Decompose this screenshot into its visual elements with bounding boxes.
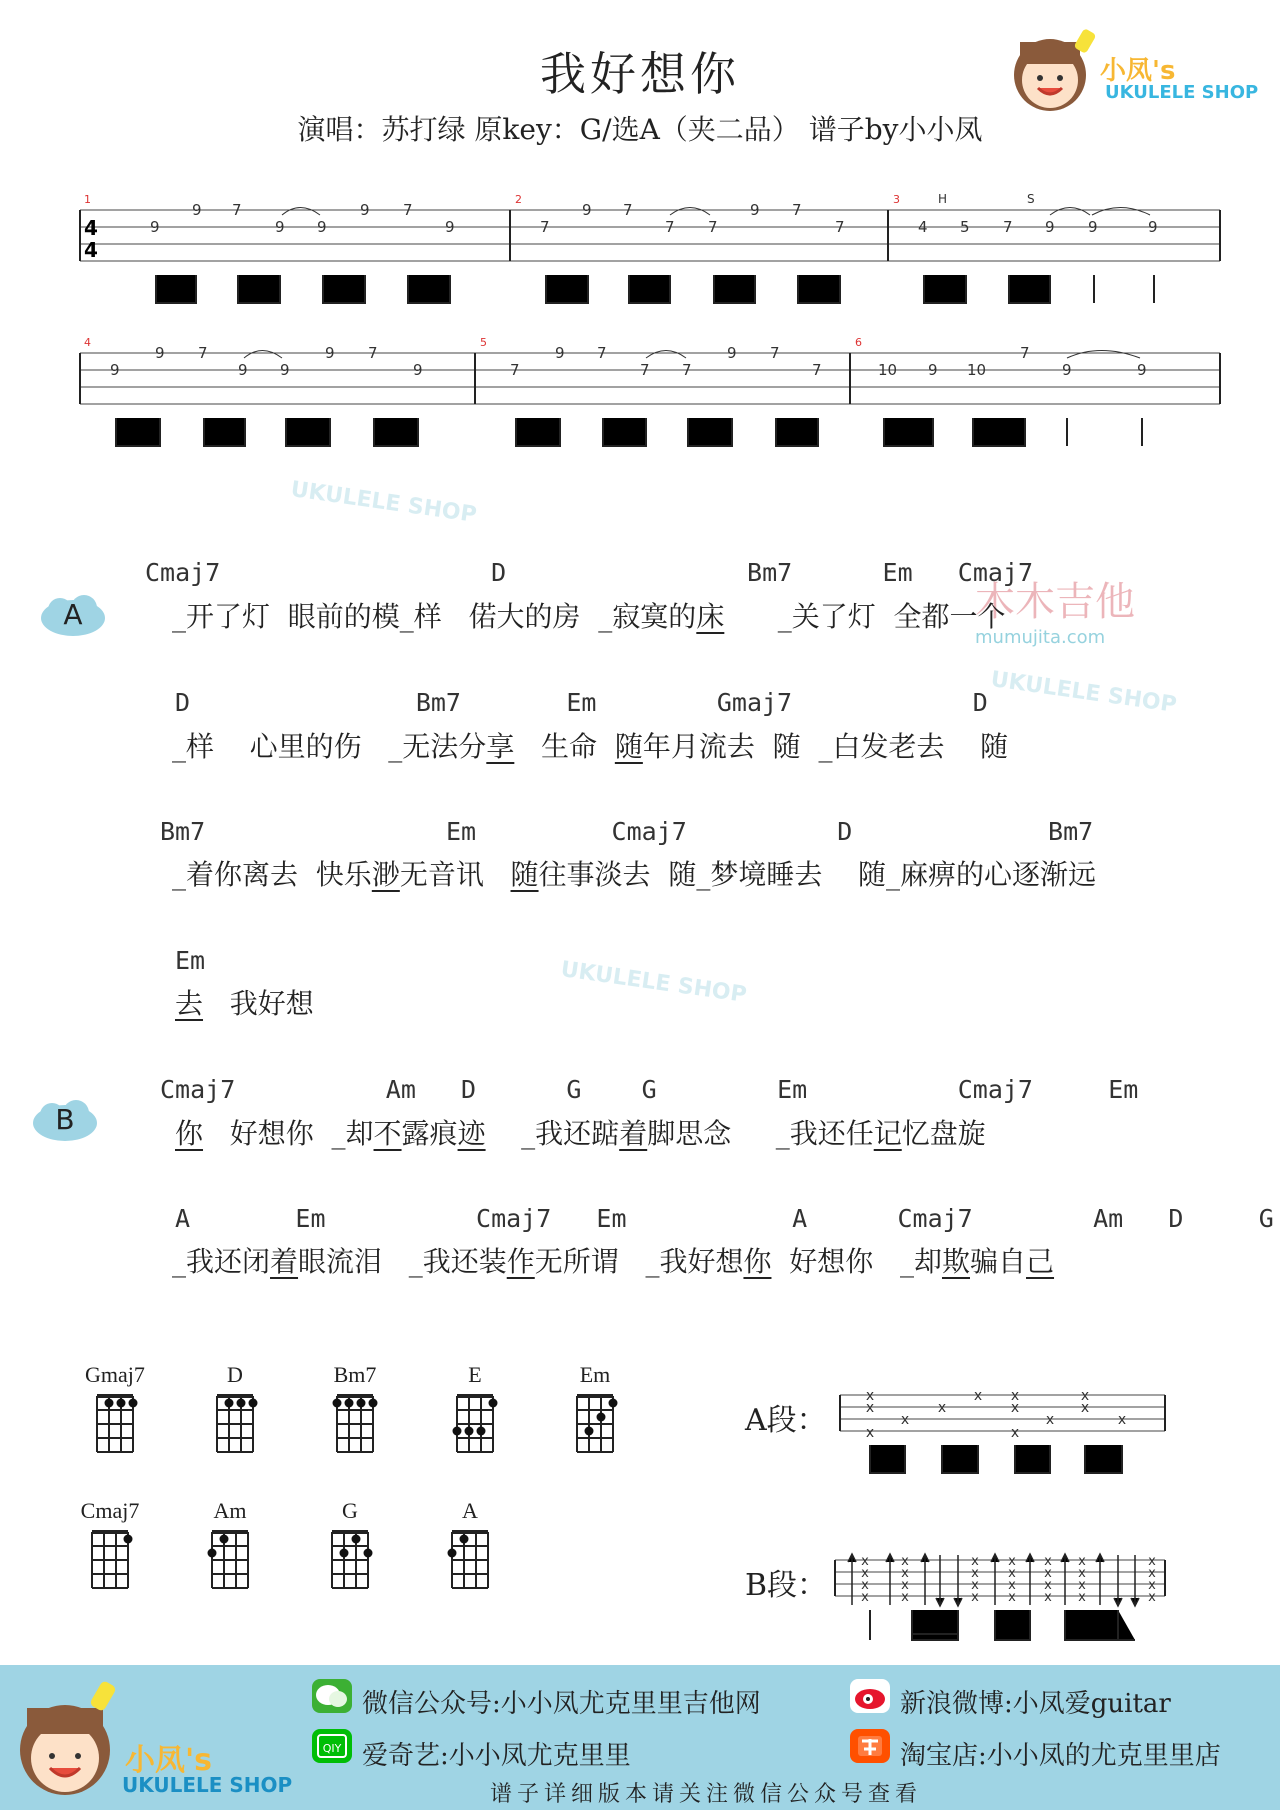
lyric-segment: 床 [696, 600, 725, 633]
svg-text:x: x [901, 1554, 909, 1569]
svg-text:9: 9 [275, 218, 285, 236]
svg-text:x: x [1044, 1578, 1052, 1593]
fretboard-grid [195, 1388, 275, 1460]
svg-text:x: x [1117, 1412, 1127, 1428]
svg-text:7: 7 [708, 218, 718, 236]
iqiyi-icon [312, 1729, 352, 1763]
fretboard-grid [310, 1524, 390, 1596]
lyric-row [172, 853, 1096, 893]
measure-number: 2 [515, 193, 522, 206]
finger-dot [225, 1399, 234, 1408]
measure-number: 6 [855, 336, 862, 349]
chord-name: Cmaj7 [80, 1498, 140, 1523]
chord-name: Am [213, 1498, 247, 1523]
pattern-a-label: A段： [745, 1403, 827, 1438]
rhythm-stems [116, 418, 1142, 446]
lyric-segment: _开了灯 眼前的模_样 偌大的房 _寂寞的 [172, 600, 697, 633]
lyric-segment: 年月流去 随 _白发老去 随 [642, 730, 1009, 763]
lyric-row [175, 1112, 986, 1152]
finger-dot [453, 1427, 462, 1436]
finger-dot [345, 1399, 354, 1408]
svg-text:9: 9 [413, 361, 423, 379]
chord-name: E [468, 1362, 482, 1387]
strum-pattern-a [830, 1375, 1170, 1485]
tab-line-2 [80, 336, 1220, 446]
svg-text:7: 7 [403, 201, 413, 219]
lyric-row [172, 1240, 1054, 1280]
svg-text:9: 9 [150, 218, 160, 236]
svg-text:x: x [1008, 1590, 1016, 1605]
weibo-icon [850, 1679, 890, 1713]
watermark-shop: UKULELE SHOP [559, 957, 749, 1008]
svg-text:x: x [1078, 1554, 1086, 1569]
svg-text:x: x [1010, 1388, 1020, 1404]
chord-name: G [342, 1498, 358, 1523]
girl-mascot-icon [5, 1670, 125, 1810]
measure-number: 5 [480, 336, 487, 349]
footer-logo-text-secondary: UKULELE SHOP [122, 1773, 293, 1797]
svg-text:x: x [1078, 1590, 1086, 1605]
svg-text:x: x [1078, 1566, 1086, 1581]
svg-text:7: 7 [665, 218, 675, 236]
svg-text:7: 7 [770, 344, 780, 362]
tab-notes [150, 192, 1158, 236]
chord-name: Em [579, 1362, 611, 1387]
svg-text:9: 9 [360, 201, 370, 219]
measure-number: 4 [84, 336, 91, 349]
tab-notes [110, 344, 1147, 379]
svg-text:S: S [1027, 192, 1035, 206]
lyric-segment: 去 [175, 987, 204, 1020]
pattern-b-label: B段： [745, 1568, 828, 1603]
measure-number: 1 [84, 193, 91, 206]
svg-text:x: x [1148, 1578, 1156, 1593]
fretboard-grid [435, 1388, 515, 1460]
svg-text:x: x [901, 1590, 909, 1605]
svg-text:9: 9 [1137, 361, 1147, 379]
svg-text:10: 10 [967, 361, 987, 379]
section-b-label: B [55, 1103, 75, 1136]
svg-text:7: 7 [835, 218, 845, 236]
svg-text:x: x [971, 1566, 979, 1581]
song-title: 我好想你 [540, 47, 740, 101]
fretboard-grid [315, 1388, 395, 1460]
finger-dot [477, 1427, 486, 1436]
svg-text:9: 9 [317, 218, 327, 236]
logo-text-secondary: UKULELE SHOP [1105, 82, 1259, 103]
svg-text:x: x [1080, 1400, 1090, 1416]
lyric-segment: 骗自 [970, 1245, 1027, 1278]
svg-text:x: x [900, 1412, 910, 1428]
chord-name: Gmaj7 [85, 1362, 145, 1387]
chord-diagram [70, 1498, 150, 1600]
finger-dot [460, 1535, 469, 1544]
svg-text:7: 7 [510, 361, 520, 379]
finger-dot [129, 1399, 138, 1408]
finger-dot [117, 1399, 126, 1408]
lyric-row [172, 725, 1008, 765]
svg-text:x: x [861, 1590, 869, 1605]
svg-text:x: x [901, 1578, 909, 1593]
lyric-segment: 欺 [941, 1245, 970, 1278]
svg-text:7: 7 [1003, 218, 1013, 236]
chord-diagram [195, 1362, 275, 1464]
finger-dot [585, 1427, 594, 1436]
wechat-account: 微信公众号:小小凤尤克里里吉他网 [362, 1689, 761, 1719]
watermark-shop: UKULELE SHOP [989, 667, 1179, 718]
strum-stems [870, 1445, 1122, 1473]
lyric-segment: 迹 [457, 1117, 486, 1150]
taobao-icon [850, 1729, 890, 1763]
chord-name: A [462, 1498, 478, 1523]
svg-text:x: x [1148, 1590, 1156, 1605]
svg-text:x: x [865, 1425, 875, 1441]
section-b-badge [30, 1095, 100, 1145]
svg-text:9: 9 [155, 344, 165, 362]
svg-text:9: 9 [445, 218, 455, 236]
svg-text:9: 9 [555, 344, 565, 362]
fretboard-grid [430, 1524, 510, 1596]
chord-diagram [555, 1362, 635, 1464]
svg-text:9: 9 [727, 344, 737, 362]
svg-text:10: 10 [878, 361, 898, 379]
lyric-segment: 我好想 [203, 987, 314, 1020]
lyric-segment: _关了灯 全都一个 [724, 600, 1006, 633]
svg-text:x: x [865, 1388, 875, 1404]
svg-text:x: x [1010, 1425, 1020, 1441]
chord-diagram [435, 1362, 515, 1464]
svg-text:9: 9 [325, 344, 335, 362]
watermark-shop: UKULELE SHOP [289, 477, 479, 528]
chord-name: Bm7 [333, 1362, 377, 1387]
svg-text:x: x [861, 1578, 869, 1593]
svg-text:x: x [973, 1388, 983, 1404]
song-subtitle: 演唱：苏打绿 原key：G/选A（夹二品） 谱子by小小凤 [297, 113, 983, 146]
finger-dot [448, 1549, 457, 1558]
svg-text:9: 9 [238, 361, 248, 379]
svg-text:x: x [1044, 1554, 1052, 1569]
lyric-segment: 你 [743, 1245, 772, 1278]
lyric-segment: 好想你 _却 [203, 1117, 374, 1150]
lyric-segment: 渺 [371, 858, 400, 891]
svg-text:x: x [1078, 1578, 1086, 1593]
taobao-account: 淘宝店:小小凤的尤克里里店 [900, 1741, 1221, 1771]
fretboard-grid [555, 1388, 635, 1460]
lyric-segment: 作 [506, 1245, 535, 1278]
strum-stems [870, 1610, 1135, 1640]
lyric-row [172, 595, 1006, 635]
footer-logo-text-primary: 小凤's [125, 1743, 213, 1778]
lyric-segment: 随 [510, 858, 539, 891]
shop-logo [1000, 20, 1270, 120]
svg-text:7: 7 [597, 344, 607, 362]
finger-dot [489, 1399, 498, 1408]
finger-dot [208, 1549, 217, 1558]
lyric-segment: 己 [1026, 1245, 1055, 1278]
lyric-segment: 生命 [514, 730, 615, 763]
svg-text:QIY: QIY [322, 1742, 342, 1755]
fretboard-grid [70, 1524, 150, 1596]
svg-text:7: 7 [623, 201, 633, 219]
svg-text:9: 9 [280, 361, 290, 379]
site-watermark-url: mumujita.com [975, 627, 1106, 648]
lyric-segment: 无所谓 _我好想 [534, 1245, 744, 1278]
strum-marks [866, 1388, 1126, 1441]
svg-text:9: 9 [928, 361, 938, 379]
lyric-segment: _着你离去 快乐 [172, 858, 372, 891]
svg-text:9: 9 [750, 201, 760, 219]
finger-dot [352, 1535, 361, 1544]
svg-text:x: x [1008, 1554, 1016, 1569]
lyric-segment: _我还闭 [172, 1245, 271, 1278]
finger-dot [249, 1399, 258, 1408]
svg-text:x: x [1148, 1554, 1156, 1569]
lyric-segment: _我还踮 [485, 1117, 620, 1150]
footer-logo [0, 1665, 300, 1810]
chord-row: Em [175, 946, 206, 975]
lyric-segment: 脚思念 _我还任 [647, 1117, 874, 1150]
weibo-account: 新浪微博:小凤爱guitar [900, 1689, 1171, 1719]
lyric-segment: 好想你 _却 [771, 1245, 942, 1278]
svg-text:7: 7 [198, 344, 208, 362]
svg-text:x: x [861, 1566, 869, 1581]
svg-text:9: 9 [1148, 218, 1158, 236]
svg-text:x: x [1044, 1590, 1052, 1605]
chord-row: Cmaj7 D Bm7 Em Cmaj7 [145, 558, 1034, 587]
finger-dot [609, 1399, 618, 1408]
svg-text:7: 7 [792, 201, 802, 219]
logo-text-primary: 小凤's [1100, 56, 1176, 86]
measure-number: 3 [893, 193, 900, 206]
finger-dot [340, 1549, 349, 1558]
svg-text:x: x [1044, 1566, 1052, 1581]
lyric-row [175, 982, 314, 1022]
finger-dot [237, 1399, 246, 1408]
finger-dot [333, 1399, 342, 1408]
lyric-segment: 随 [614, 730, 643, 763]
svg-text:7: 7 [232, 201, 242, 219]
finger-dot [124, 1535, 133, 1544]
site-watermark-name: 木木吉他 [975, 579, 1135, 625]
chord-diagram [430, 1498, 510, 1600]
svg-text:9: 9 [1045, 218, 1055, 236]
chord-row: D Bm7 Em Gmaj7 D [175, 688, 988, 717]
finger-dot [364, 1549, 373, 1558]
chord-diagram [315, 1362, 395, 1464]
strum-pattern-b [830, 1540, 1170, 1650]
chord-diagram [75, 1362, 155, 1464]
lyric-segment: 不 [373, 1117, 402, 1150]
lyric-segment: 往事淡去 随_梦境睡去 随_麻痹的心逐渐远 [538, 858, 1096, 891]
svg-text:x: x [971, 1554, 979, 1569]
lyric-segment: 露痕 [401, 1117, 458, 1150]
svg-text:7: 7 [682, 361, 692, 379]
svg-text:x: x [937, 1400, 947, 1416]
section-a-label: A [63, 598, 83, 631]
svg-text:x: x [861, 1554, 869, 1569]
lyric-segment: 享 [486, 730, 515, 763]
section-a-badge [38, 590, 108, 640]
chord-diagram [310, 1498, 390, 1600]
tab-line-1 [80, 192, 1220, 303]
svg-text:7: 7 [640, 361, 650, 379]
svg-text:x: x [971, 1578, 979, 1593]
chord-name: D [227, 1362, 243, 1387]
svg-text:5: 5 [960, 218, 970, 236]
svg-text:x: x [865, 1400, 875, 1416]
svg-text:x: x [1080, 1388, 1090, 1404]
svg-text:x: x [1045, 1412, 1055, 1428]
strum-arrows [848, 1554, 1139, 1606]
finger-dot [357, 1399, 366, 1408]
strum-marks [861, 1554, 1156, 1605]
chord-row: Bm7 Em Cmaj7 D Bm7 [160, 817, 1094, 846]
finger-dot [369, 1399, 378, 1408]
svg-text:9: 9 [110, 361, 120, 379]
lyric-segment: 着 [619, 1117, 648, 1150]
lyric-segment: 忆盘旋 [901, 1117, 986, 1150]
lyric-segment: 记 [873, 1117, 902, 1150]
fretboard-grid [75, 1388, 155, 1460]
fretboard-grid [190, 1524, 270, 1596]
svg-text:x: x [1008, 1566, 1016, 1581]
svg-text:x: x [1008, 1578, 1016, 1593]
lyric-segment: 无音讯 [399, 858, 511, 891]
svg-text:4: 4 [918, 218, 928, 236]
svg-text:x: x [901, 1566, 909, 1581]
wechat-icon [312, 1679, 352, 1713]
lyric-segment: 你 [175, 1117, 204, 1150]
time-signature-top: 4 [84, 216, 98, 240]
rhythm-stems [156, 275, 1154, 303]
svg-text:7: 7 [812, 361, 822, 379]
footer-note: 谱子详细版本请关注微信公众号查看 [490, 1782, 923, 1807]
finger-dot [220, 1535, 229, 1544]
footer-banner [0, 1665, 1280, 1810]
svg-text:9: 9 [582, 201, 592, 219]
svg-text:9: 9 [1088, 218, 1098, 236]
svg-text:x: x [1010, 1400, 1020, 1416]
svg-text:7: 7 [368, 344, 378, 362]
lyric-segment: _样 心里的伤 _无法分 [172, 730, 487, 763]
svg-text:x: x [1148, 1566, 1156, 1581]
svg-text:7: 7 [540, 218, 550, 236]
chord-row: A Em Cmaj7 Em A Cmaj7 Am D G [175, 1204, 1274, 1233]
chord-diagram [190, 1498, 270, 1600]
finger-dot [105, 1399, 114, 1408]
iqiyi-account: 爱奇艺:小小凤尤克里里 [362, 1741, 631, 1771]
svg-text:9: 9 [1062, 361, 1072, 379]
svg-text:H: H [938, 192, 948, 206]
svg-text:x: x [971, 1590, 979, 1605]
finger-dot [597, 1413, 606, 1422]
chord-row: Cmaj7 Am D G G Em Cmaj7 Em [160, 1075, 1139, 1104]
lyric-segment: 着 [270, 1245, 299, 1278]
lyric-segment: 眼流泪 _我还装 [298, 1245, 507, 1278]
girl-mascot-icon [1000, 20, 1100, 120]
svg-text:9: 9 [192, 201, 202, 219]
time-signature-bottom: 4 [84, 238, 98, 262]
finger-dot [465, 1427, 474, 1436]
svg-text:7: 7 [1020, 344, 1030, 362]
ukulele-tab [70, 175, 1230, 505]
